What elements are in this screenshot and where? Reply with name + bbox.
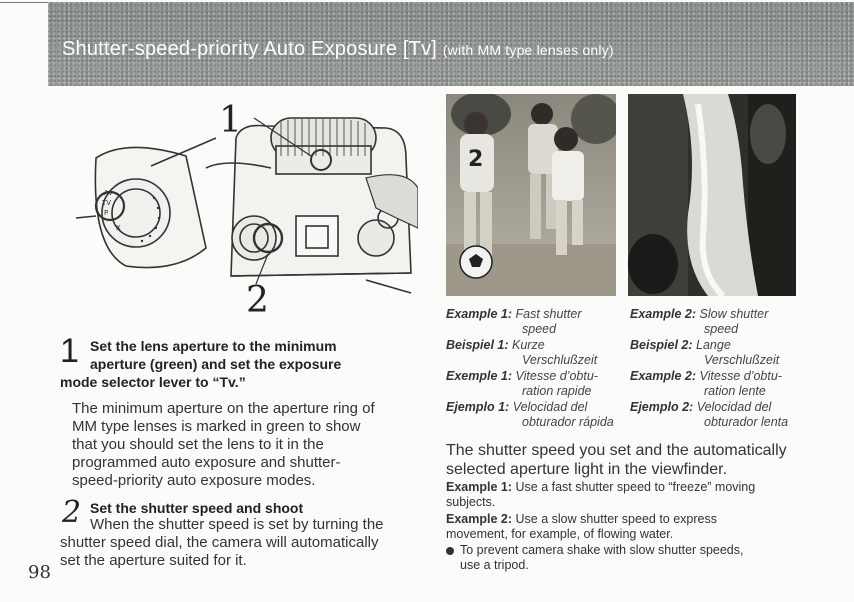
caption-right-2-line1: Lange <box>696 338 731 352</box>
caption-left-2-line1: Kurze <box>512 338 545 352</box>
caption-left-3 <box>446 369 598 385</box>
step1-body-line4: programmed auto exposure and shutter- <box>72 454 341 471</box>
caption-right-1-label: Example 2: <box>630 307 697 321</box>
step1-body-line3: that you should set the lens to it in the <box>72 436 324 453</box>
caption-left-4 <box>446 400 587 416</box>
banner-title <box>62 38 614 61</box>
example1-line1 <box>446 480 755 495</box>
step1-heading-line1: Set the lens aperture to the minimum <box>90 338 337 354</box>
caption-right-4-line1: Velocidad del <box>696 400 772 414</box>
step2-number: 2 <box>62 495 82 530</box>
caption-left-4-line1: Velocidad del <box>512 400 588 414</box>
step1-heading-line2: aperture (green) and set the exposure <box>90 356 342 372</box>
tip-line1 <box>446 543 743 558</box>
callout-number-2: 2 <box>246 280 269 321</box>
caption-left-2-line2: Verschlußzeit <box>522 353 598 367</box>
dial-label-av: Av <box>104 189 113 197</box>
banner-subtitle: (with MM type lenses only) <box>442 42 614 58</box>
caption-right-4-label: Ejemplo 2: <box>630 400 694 414</box>
section-banner <box>48 2 854 86</box>
example2-line2: movement, for example, of flowing water. <box>446 527 674 541</box>
step2-heading: Set the shutter speed and shoot <box>90 500 304 516</box>
caption-right-2-line2: Verschlußzeit <box>704 353 780 367</box>
dial-label-p: P <box>104 209 109 217</box>
caption-right-4 <box>630 400 771 416</box>
caption-left-4-line2: obturador rápida <box>522 415 614 429</box>
caption-left-1-line1: Fast shutter <box>515 307 582 321</box>
caption-right-2 <box>630 338 731 354</box>
page-number: 98 <box>28 562 51 583</box>
bullet-dot-icon <box>446 547 454 555</box>
caption-right-3-line1: Vitesse d’obtu- <box>699 369 782 383</box>
caption-left-4-label: Ejemplo 1: <box>446 400 510 414</box>
caption-left-1 <box>446 307 582 323</box>
svg-text:2: 2 <box>468 147 484 172</box>
caption-left-3-line1: Vitesse d’obtu- <box>515 369 598 383</box>
caption-right-1-line2: speed <box>704 322 739 336</box>
caption-left-2 <box>446 338 545 354</box>
caption-right-1 <box>630 307 768 323</box>
caption-right-3 <box>630 369 782 385</box>
step2-body-line2: shutter speed dial, the camera will automatically <box>60 534 379 551</box>
example2-text: Use a slow shutter speed to express <box>515 512 717 526</box>
caption-left-1-line2: speed <box>522 322 557 336</box>
caption-right-1-line1: Slow shutter <box>699 307 769 321</box>
step1-number: 1 <box>60 332 79 370</box>
camera-illustration <box>66 98 418 318</box>
banner-title-text: Shutter-speed-priority Auto Exposure [Tv] <box>62 38 438 60</box>
caption-right-4-line2: obturador lenta <box>704 415 789 429</box>
step1-body-line5: speed-priority auto exposure modes. <box>72 472 316 489</box>
example2-line1 <box>446 512 717 527</box>
callout-number-1: 1 <box>219 100 242 141</box>
tip-line2: use a tripod. <box>460 558 529 572</box>
step2-body-line1: When the shutter speed is set by turning the <box>90 516 384 533</box>
example1-text: Use a fast shutter speed to “freeze” moving <box>515 480 756 494</box>
top-rule <box>0 2 48 3</box>
dial-label-tv: TV <box>102 199 112 207</box>
waterfall-photo <box>628 94 796 296</box>
caption-left-1-label: Example 1: <box>446 307 513 321</box>
step1-body-line1: The minimum aperture on the aperture ring of <box>72 400 375 417</box>
viewfinder-line1: The shutter speed you set and the automatically <box>446 442 787 459</box>
caption-right-3-line2: ration lente <box>704 384 766 398</box>
example2-label: Example 2: <box>446 512 513 526</box>
soccer-photo <box>446 94 616 296</box>
viewfinder-line2: selected aperture light in the viewfinder. <box>446 461 728 478</box>
caption-left-3-line2: ration rapide <box>522 384 592 398</box>
dial-label-x: X <box>116 224 121 232</box>
caption-left-2-label: Beispiel 1: <box>446 338 509 352</box>
step1-body-line2: MM type lenses is marked in green to show <box>72 418 361 435</box>
caption-right-3-label: Example 2: <box>630 369 697 383</box>
tip-text-1: To prevent camera shake with slow shutter speeds, <box>460 543 744 557</box>
example1-line2: subjects. <box>446 495 496 509</box>
step1-heading-line3: mode selector lever to “Tv.” <box>60 374 246 390</box>
step2-body-line3: set the aperture suited for it. <box>60 552 247 569</box>
example1-label: Example 1: <box>446 480 513 494</box>
caption-right-2-label: Beispiel 2: <box>630 338 693 352</box>
caption-left-3-label: Exemple 1: <box>446 369 513 383</box>
